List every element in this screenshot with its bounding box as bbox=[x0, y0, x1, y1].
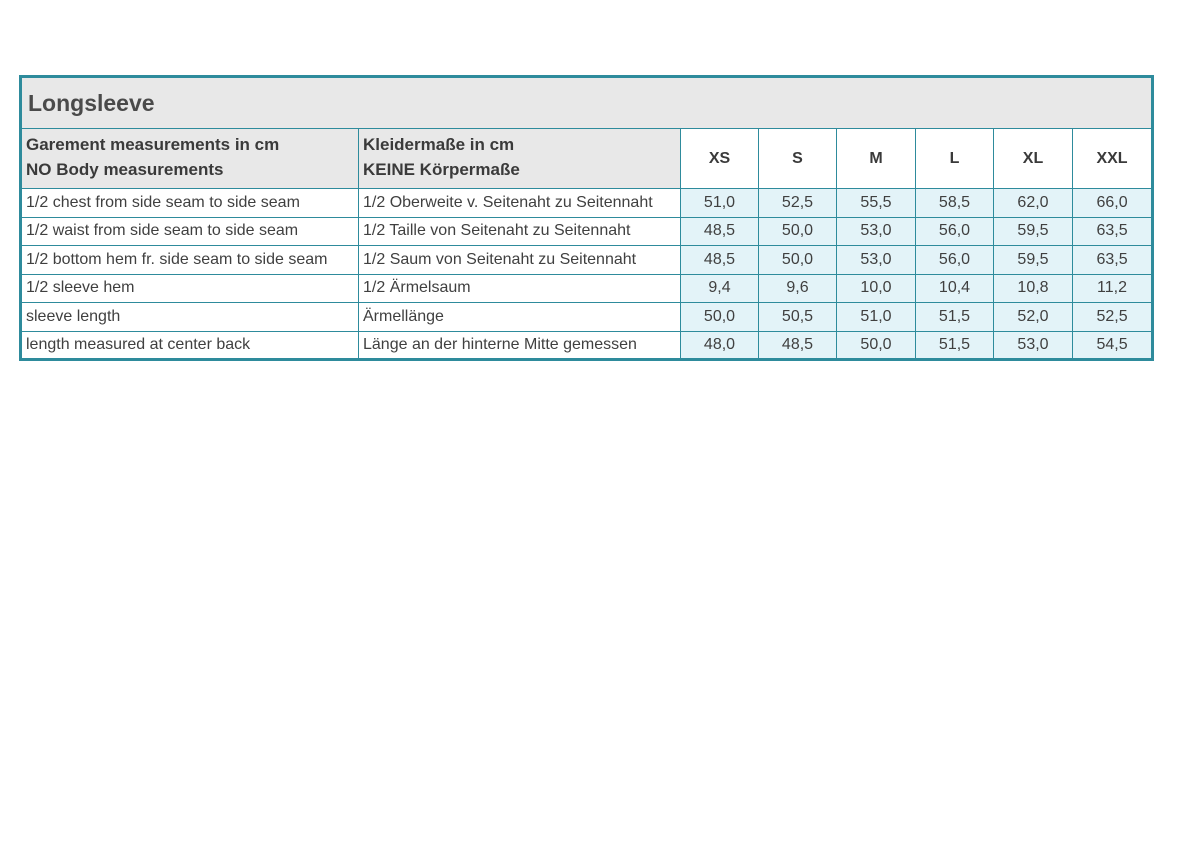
size-header-xs: XS bbox=[681, 129, 759, 189]
header-row bbox=[21, 129, 1153, 189]
table-row bbox=[21, 246, 1153, 275]
value-cell: 10,8 bbox=[994, 274, 1073, 303]
value-cell: 56,0 bbox=[916, 217, 994, 246]
measurement-name-de: Länge an der hinterne Mitte gemessen bbox=[359, 331, 681, 360]
table-row bbox=[21, 274, 1153, 303]
value-cell: 50,0 bbox=[837, 331, 916, 360]
measurement-name-de: 1/2 Saum von Seitenaht zu Seitennaht bbox=[359, 246, 681, 275]
size-header-s: S bbox=[759, 129, 837, 189]
table-row bbox=[21, 189, 1153, 218]
value-cell: 51,0 bbox=[681, 189, 759, 218]
german-header-line-1: Kleidermaße in cm bbox=[363, 135, 515, 154]
value-cell: 50,0 bbox=[759, 246, 837, 275]
value-cell: 51,5 bbox=[916, 331, 994, 360]
value-cell: 63,5 bbox=[1073, 217, 1153, 246]
measurement-name-en: length measured at center back bbox=[21, 331, 359, 360]
value-cell: 53,0 bbox=[994, 331, 1073, 360]
german-column-header bbox=[359, 129, 681, 189]
table-row bbox=[21, 303, 1153, 332]
value-cell: 54,5 bbox=[1073, 331, 1153, 360]
size-header-xxl: XXL bbox=[1073, 129, 1153, 189]
value-cell: 56,0 bbox=[916, 246, 994, 275]
value-cell: 52,0 bbox=[994, 303, 1073, 332]
value-cell: 48,0 bbox=[681, 331, 759, 360]
english-header-line-1: Garement measurements in cm bbox=[26, 135, 280, 154]
value-cell: 53,0 bbox=[837, 217, 916, 246]
value-cell: 51,5 bbox=[916, 303, 994, 332]
measurement-name-de: Ärmellänge bbox=[359, 303, 681, 332]
english-column-header bbox=[21, 129, 359, 189]
value-cell: 52,5 bbox=[759, 189, 837, 218]
value-cell: 9,4 bbox=[681, 274, 759, 303]
value-cell: 11,2 bbox=[1073, 274, 1153, 303]
measurement-name-en: 1/2 waist from side seam to side seam bbox=[21, 217, 359, 246]
value-cell: 55,5 bbox=[837, 189, 916, 218]
value-cell: 9,6 bbox=[759, 274, 837, 303]
size-header-xl: XL bbox=[994, 129, 1073, 189]
measurement-name-en: 1/2 chest from side seam to side seam bbox=[21, 189, 359, 218]
measurement-name-en: 1/2 bottom hem fr. side seam to side seam bbox=[21, 246, 359, 275]
value-cell: 10,0 bbox=[837, 274, 916, 303]
value-cell: 59,5 bbox=[994, 246, 1073, 275]
measurement-name-de: 1/2 Ärmelsaum bbox=[359, 274, 681, 303]
value-cell: 53,0 bbox=[837, 246, 916, 275]
value-cell: 63,5 bbox=[1073, 246, 1153, 275]
table-title: Longsleeve bbox=[21, 77, 1153, 129]
value-cell: 52,5 bbox=[1073, 303, 1153, 332]
size-chart-table bbox=[19, 75, 1154, 361]
value-cell: 48,5 bbox=[681, 217, 759, 246]
value-cell: 62,0 bbox=[994, 189, 1073, 218]
value-cell: 48,5 bbox=[759, 331, 837, 360]
value-cell: 66,0 bbox=[1073, 189, 1153, 218]
value-cell: 58,5 bbox=[916, 189, 994, 218]
german-header-line-2: KEINE Körpermaße bbox=[363, 160, 520, 179]
table-row bbox=[21, 331, 1153, 360]
measurement-name-de: 1/2 Oberweite v. Seitenaht zu Seitennaht bbox=[359, 189, 681, 218]
table-row bbox=[21, 217, 1153, 246]
value-cell: 50,0 bbox=[681, 303, 759, 332]
value-cell: 50,5 bbox=[759, 303, 837, 332]
title-row bbox=[21, 77, 1153, 129]
value-cell: 48,5 bbox=[681, 246, 759, 275]
value-cell: 59,5 bbox=[994, 217, 1073, 246]
size-header-m: M bbox=[837, 129, 916, 189]
size-header-l: L bbox=[916, 129, 994, 189]
value-cell: 10,4 bbox=[916, 274, 994, 303]
english-header-line-2: NO Body measurements bbox=[26, 160, 224, 179]
value-cell: 51,0 bbox=[837, 303, 916, 332]
value-cell: 50,0 bbox=[759, 217, 837, 246]
measurement-name-de: 1/2 Taille von Seitenaht zu Seitennaht bbox=[359, 217, 681, 246]
measurement-name-en: sleeve length bbox=[21, 303, 359, 332]
measurement-name-en: 1/2 sleeve hem bbox=[21, 274, 359, 303]
